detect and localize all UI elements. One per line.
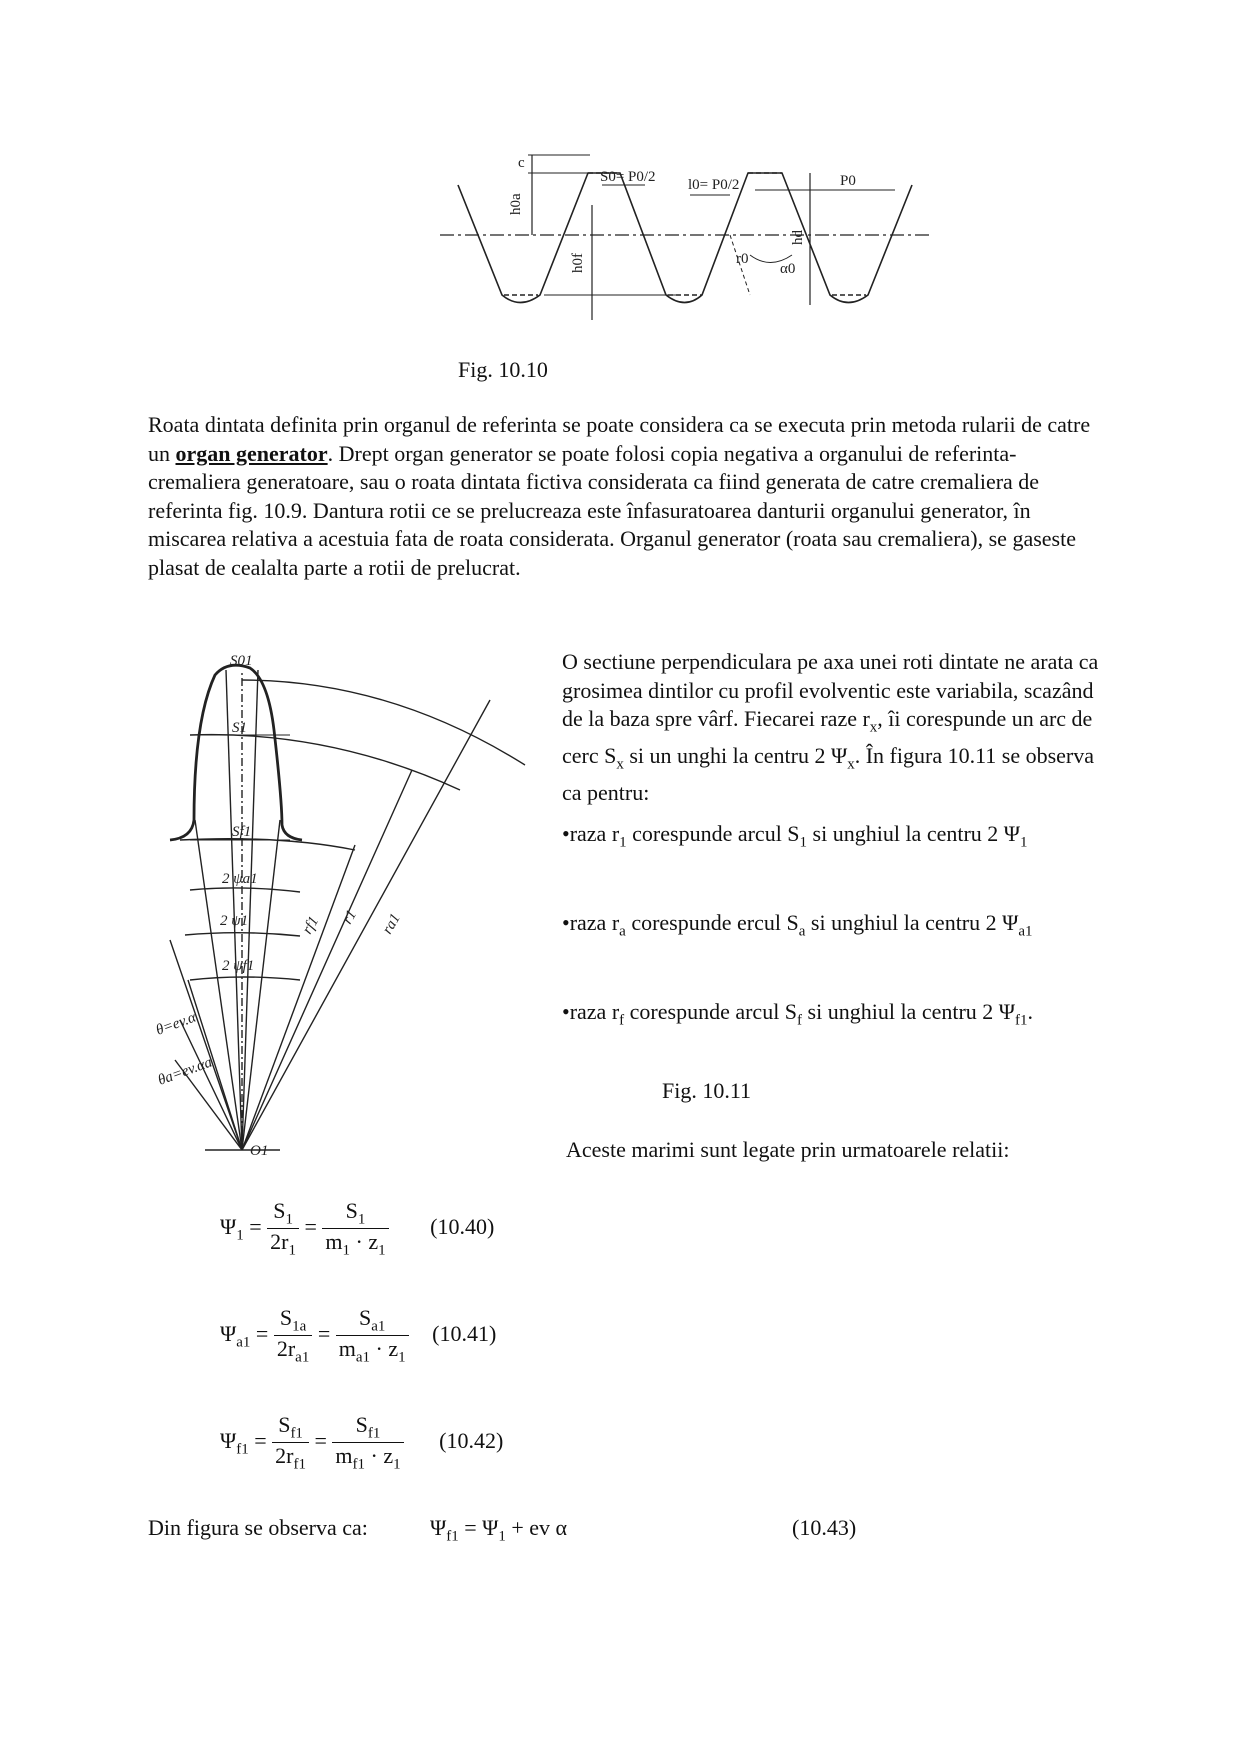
svg-text:r0: r0 xyxy=(736,251,749,267)
eq-fraction-2: $\frac{S_1}{m_1 \cdot z_1}$ xyxy=(322,1198,388,1260)
eq-number: (10.41) xyxy=(432,1320,497,1346)
final-equation-number: (10.43) xyxy=(792,1515,857,1540)
eq-fraction-1: $\frac{S_1}{2r_1}$ xyxy=(267,1198,299,1260)
bullet-dot: • xyxy=(562,910,570,935)
bullet-text: si unghiul la centru 2 Ψ xyxy=(807,821,1021,846)
intro-sub-x-3: x xyxy=(847,756,855,773)
final-formula xyxy=(430,1514,567,1551)
bullet-sub: 1 xyxy=(799,834,808,851)
formula-part: Ψ xyxy=(430,1515,447,1540)
fig-10-10-rack-diagram xyxy=(440,145,940,335)
svg-text:S0= P0/2: S0= P0/2 xyxy=(600,169,656,185)
bullet-text: si unghiul la centru 2 Ψ xyxy=(805,910,1019,935)
bullet-sub: f xyxy=(619,1012,625,1029)
bullet-item xyxy=(562,998,1102,1035)
final-text: Din figura se observa ca: xyxy=(148,1515,368,1540)
eq-number: (10.42) xyxy=(439,1427,504,1453)
bullet-text: corespunde ercul S xyxy=(625,910,799,935)
intro-text-2: , îi corespunde un arc de cerc S xyxy=(562,706,1093,768)
svg-text:θa=ev.αa: θa=ev.αa xyxy=(155,1054,215,1089)
bullet-sub: a1 xyxy=(1018,923,1033,940)
eq-fraction-2: $\frac{S_{a1}}{m_{a1} \cdot z_1}$ xyxy=(336,1305,409,1367)
bullet-text: corespunde arcul S xyxy=(624,999,798,1024)
svg-text:O1: O1 xyxy=(250,1143,269,1159)
intro-text-3: si un unghi la centru 2 Ψ xyxy=(623,742,848,768)
eq-lhs-sub: f1 xyxy=(236,1441,249,1458)
eq-fraction-1: $\frac{S_{f1}}{2r_{f1}}$ xyxy=(272,1412,309,1474)
svg-text:2 ψf1: 2 ψf1 xyxy=(222,958,255,974)
formula-sub: f1 xyxy=(446,1528,459,1545)
formula-sub: 1 xyxy=(498,1528,506,1545)
equation-10-41: $\Psi_{a1}$ = $\frac{S_{1a}}{2r_{a1}}$ = $\frac{S_{a1}}{m_{a1} \cdot z_1}$ (10.41) xyxy=(220,1305,497,1366)
formula-part: + ev α xyxy=(505,1515,568,1540)
svg-text:α0: α0 xyxy=(780,261,796,277)
svg-text:P0: P0 xyxy=(840,173,856,189)
svg-text:h0f: h0f xyxy=(570,253,586,273)
bullet-sub: a xyxy=(798,923,806,940)
svg-text:Sf1: Sf1 xyxy=(232,824,252,840)
bullet-dot: • xyxy=(562,821,570,846)
final-line xyxy=(148,1514,368,1543)
intro-text-1: O sectiune perpendiculara pe axa unei roti dintate ne arata ca grosimea dintilor cu profil evolventic este variabila, scazând de la baza spre vârf. Fiecarei raze r xyxy=(562,649,1099,731)
paragraph-text-end: . Drept organ generator se poate folosi copia negativa a organului de referinta-cremaliera generatoare, sau o roata dintata fictiva considerata ca fiind generata de catre cremaliera de referinta fig. 10.9. Dantura rotii ce se prelucreaza este înfasuratoarea danturii organului generator, în miscarea relativa a acestuia fata de roata considerata. Organul generator (roata sau cremaliera), se gaseste plasat de cealalta parte a rotii de prelucrat. xyxy=(148,440,1076,580)
svg-text:c: c xyxy=(518,155,525,171)
svg-text:r1: r1 xyxy=(339,907,361,927)
equation-10-42: $\Psi_{f1}$ = $\frac{S_{f1}}{2r_{f1}}$ = $\frac{S_{f1}}{m_{f1} \cdot z_1}$ (10.42) xyxy=(220,1412,504,1473)
bullet-text: corespunde arcul S xyxy=(626,821,800,846)
bullet-text: raza r xyxy=(569,999,620,1024)
svg-text:ra1: ra1 xyxy=(379,910,404,937)
bullet-sub: f xyxy=(797,1012,803,1029)
bullet-text: . xyxy=(1027,999,1034,1024)
relations-intro: Aceste marimi sunt legate prin urmatoarele relatii: xyxy=(566,1137,1010,1162)
bullet-sub: a xyxy=(619,923,626,940)
eq-fraction-1: $\frac{S_{1a}}{2r_{a1}}$ xyxy=(274,1305,313,1367)
bullet-text: si unghiul la centru 2 Ψ xyxy=(802,999,1016,1024)
eq-lhs-sub: 1 xyxy=(236,1227,244,1244)
svg-text:rf1: rf1 xyxy=(299,913,323,937)
figure-caption-10-11: Fig. 10.11 xyxy=(662,1078,752,1103)
bullet-sub: 1 xyxy=(1020,834,1028,851)
svg-text:θ=ev.α: θ=ev.α xyxy=(153,1009,199,1039)
svg-text:2 ψa1: 2 ψa1 xyxy=(222,871,258,887)
body-paragraph xyxy=(148,411,1108,582)
bullet-text: raza r xyxy=(569,821,620,846)
eq-number: (10.40) xyxy=(430,1213,495,1239)
svg-text:S1: S1 xyxy=(232,720,247,736)
bullet-item xyxy=(562,820,1102,857)
paragraph-text-start: Roata dintata definita prin organul de referinta se poate considera ca se executa prin metoda rularii de catre un xyxy=(148,412,1091,466)
svg-text:hd: hd xyxy=(790,230,806,245)
bullet-sub: f1 xyxy=(1015,1012,1028,1029)
intro-paragraph xyxy=(562,648,1102,807)
eq-lhs-sub: a1 xyxy=(236,1334,251,1351)
formula-part: = Ψ xyxy=(458,1515,499,1540)
fig-10-11-tooth-diagram xyxy=(150,640,540,1160)
svg-text:l0= P0/2: l0= P0/2 xyxy=(688,177,740,193)
equation-10-40: $\Psi_1$ = $\frac{S_1}{2r_1}$ = $\frac{S_1}{m_1 \cdot z_1}$ (10.40) xyxy=(220,1198,495,1259)
organ-generator-link[interactable]: organ generator xyxy=(175,440,328,466)
intro-text-4: . În figura 10.11 se observa ca pentru: xyxy=(562,742,1095,805)
figure-caption-10-10: Fig. 10.10 xyxy=(458,357,548,382)
svg-text:S01: S01 xyxy=(230,653,253,669)
bullet-item xyxy=(562,909,1102,946)
intro-sub-x: x xyxy=(869,719,878,736)
eq-lhs: Ψ xyxy=(220,1213,237,1239)
bullet-text: raza r xyxy=(569,910,620,935)
eq-lhs: Ψ xyxy=(220,1320,237,1346)
bullet-sub: 1 xyxy=(619,834,627,851)
svg-text:2 ψ1: 2 ψ1 xyxy=(220,913,249,929)
intro-sub-x-2: x xyxy=(616,756,624,773)
eq-lhs: Ψ xyxy=(220,1427,237,1453)
svg-text:h0a: h0a xyxy=(508,193,524,215)
eq-fraction-2: $\frac{S_{f1}}{m_{f1} \cdot z_1}$ xyxy=(332,1412,403,1474)
bullet-dot: • xyxy=(562,999,570,1024)
